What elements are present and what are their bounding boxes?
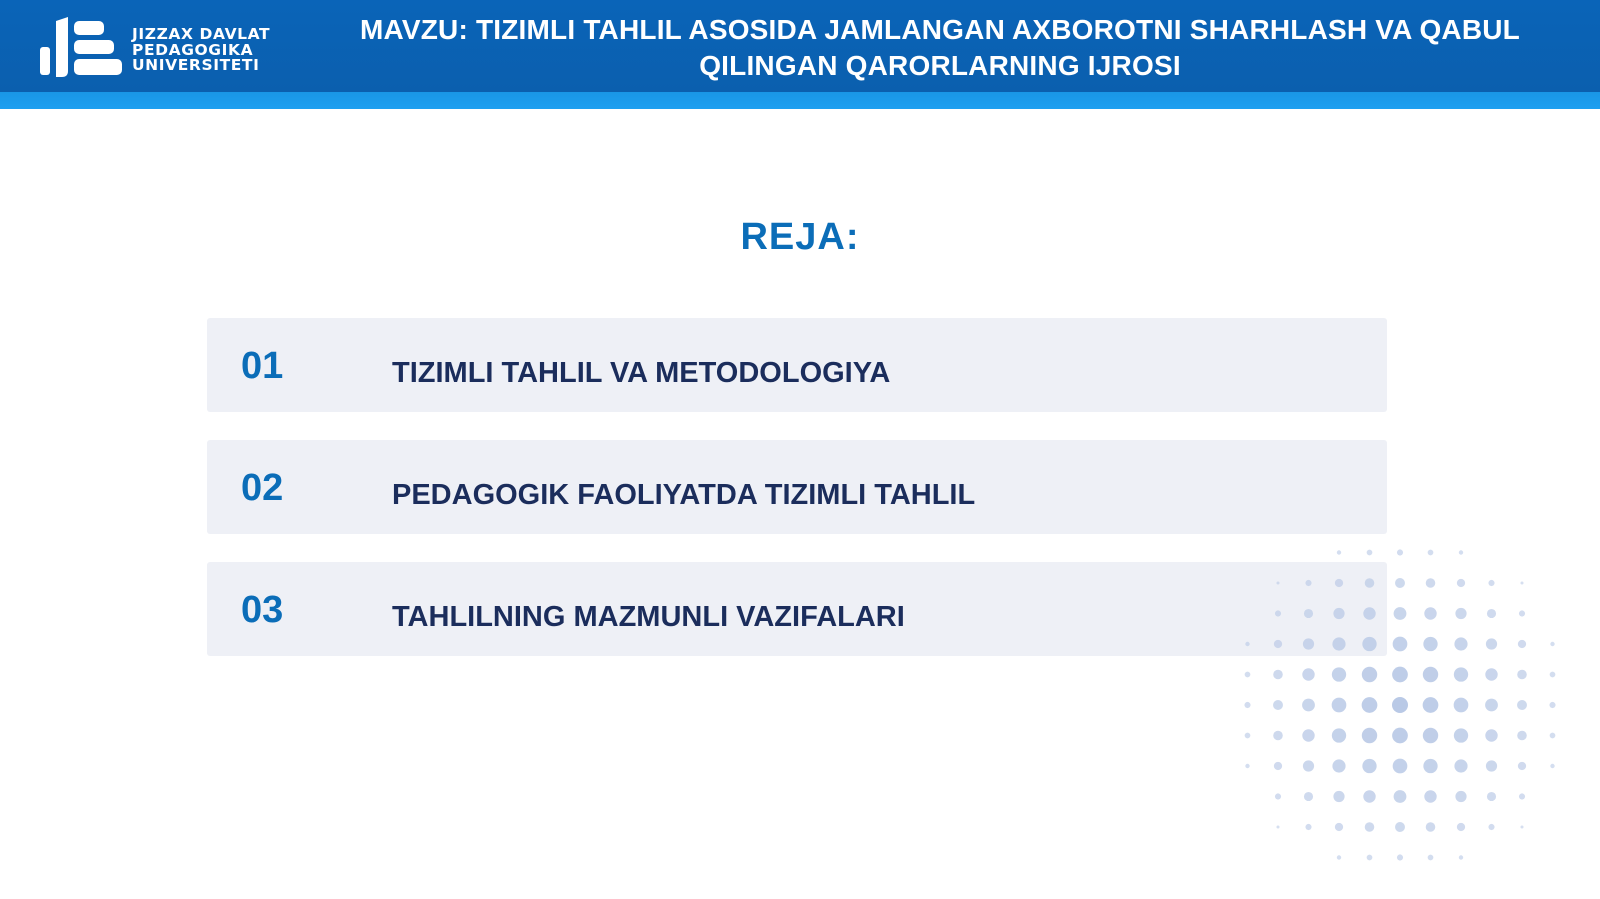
- pattern-dot: [1519, 610, 1525, 616]
- pattern-dot: [1332, 637, 1345, 650]
- pattern-dot: [1392, 728, 1408, 744]
- pattern-dot: [1275, 793, 1281, 799]
- pattern-dot: [1244, 702, 1250, 708]
- pattern-dot: [1517, 731, 1527, 741]
- pattern-dot: [1393, 637, 1408, 652]
- pattern-dot: [1332, 698, 1347, 713]
- pattern-dot: [1457, 823, 1465, 831]
- title-line-2: QILINGAN QARORLARNING IJROSI: [699, 50, 1181, 81]
- pattern-dot: [1332, 728, 1346, 742]
- pattern-dot: [1276, 581, 1279, 584]
- pattern-dot: [1365, 822, 1375, 832]
- pattern-dot: [1275, 610, 1281, 616]
- pattern-dot: [1303, 760, 1314, 771]
- pattern-dot: [1423, 759, 1437, 773]
- pattern-dot: [1273, 731, 1283, 741]
- pattern-dot: [1393, 759, 1408, 774]
- pattern-dot: [1426, 578, 1436, 588]
- pattern-dot: [1273, 670, 1283, 680]
- pattern-dot: [1337, 550, 1341, 554]
- plan-item-label: PEDAGOGIK FAOLIYATDA TIZIMLI TAHLIL: [392, 479, 976, 511]
- pattern-dot: [1397, 549, 1403, 555]
- pattern-dot: [1455, 791, 1466, 802]
- pattern-dot: [1305, 580, 1311, 586]
- plan-item-label: TAHLILNING MAZMUNLI VAZIFALARI: [392, 601, 905, 633]
- pattern-dot: [1485, 729, 1497, 741]
- pattern-dot: [1517, 700, 1527, 710]
- pattern-dot: [1394, 790, 1407, 803]
- pattern-dot: [1362, 728, 1377, 743]
- pattern-dot: [1455, 608, 1466, 619]
- pattern-dot: [1273, 700, 1283, 710]
- pattern-dot: [1335, 823, 1343, 831]
- header-bar: [0, 0, 1600, 92]
- pattern-dot: [1454, 759, 1467, 772]
- pattern-dot: [1426, 822, 1436, 832]
- pattern-dot: [1363, 790, 1375, 802]
- pattern-dot: [1454, 637, 1467, 650]
- pattern-dot: [1395, 822, 1405, 832]
- pattern-dot: [1519, 793, 1525, 799]
- pattern-dot: [1397, 854, 1403, 860]
- pattern-dot: [1303, 638, 1314, 649]
- pattern-dot: [1332, 667, 1346, 681]
- dot-pattern-decoration: [1215, 510, 1595, 890]
- pattern-dot: [1518, 762, 1526, 770]
- plan-item-1: [207, 318, 1387, 412]
- pattern-dot: [1424, 790, 1436, 802]
- pattern-dot: [1276, 825, 1279, 828]
- pattern-dot: [1459, 855, 1463, 859]
- pattern-dot: [1423, 728, 1438, 743]
- pattern-dot: [1245, 642, 1249, 646]
- pattern-dot: [1454, 667, 1468, 681]
- pattern-dot: [1395, 578, 1405, 588]
- plan-item-number: 03: [241, 589, 284, 631]
- plan-item-number: 02: [241, 467, 284, 509]
- pattern-dot: [1485, 668, 1497, 680]
- pattern-dot: [1428, 855, 1434, 861]
- pattern-dot: [1362, 697, 1378, 713]
- page-title: [310, 12, 1570, 84]
- pattern-dot: [1394, 607, 1407, 620]
- plan-heading: REJA:: [740, 216, 860, 258]
- pattern-dot: [1459, 550, 1463, 554]
- pattern-dot: [1302, 699, 1315, 712]
- plan-item-2: [207, 440, 1387, 534]
- title-line-1: MAVZU: TIZIMLI TAHLIL ASOSIDA JAMLANGAN AXBOROTNI SHARHLASH VA QABUL: [360, 14, 1520, 45]
- pattern-dot: [1550, 764, 1554, 768]
- pattern-dot: [1333, 608, 1344, 619]
- pattern-dot: [1362, 667, 1377, 682]
- pattern-dot: [1517, 670, 1527, 680]
- pattern-dot: [1485, 699, 1498, 712]
- pattern-dot: [1423, 697, 1439, 713]
- plan-item-label: TIZIMLI TAHLIL VA METODOLOGIYA: [392, 357, 891, 389]
- pattern-dot: [1488, 580, 1494, 586]
- plan-item-3: [207, 562, 1387, 656]
- pattern-dot: [1488, 824, 1494, 830]
- pattern-dot: [1423, 667, 1438, 682]
- pattern-dot: [1454, 698, 1469, 713]
- logo-line-1: JIZZAX DAVLAT: [132, 25, 271, 43]
- pattern-dot: [1305, 824, 1311, 830]
- pattern-dot: [1392, 667, 1408, 683]
- pattern-dot: [1520, 581, 1523, 584]
- pattern-dot: [1550, 733, 1556, 739]
- pattern-dot: [1274, 762, 1282, 770]
- pattern-dot: [1392, 697, 1408, 713]
- pattern-dot: [1363, 607, 1375, 619]
- pattern-dot: [1457, 579, 1465, 587]
- university-logo: [40, 17, 300, 79]
- pattern-dot: [1428, 550, 1434, 556]
- pattern-dot: [1365, 578, 1375, 588]
- pattern-dot: [1245, 733, 1251, 739]
- university-logo-icon: [40, 17, 124, 79]
- pattern-dot: [1550, 642, 1554, 646]
- pattern-dot: [1518, 640, 1526, 648]
- pattern-dot: [1423, 637, 1437, 651]
- pattern-dot: [1304, 609, 1313, 618]
- logo-line-2: PEDAGOGIKA: [132, 40, 254, 59]
- pattern-dot: [1520, 825, 1523, 828]
- pattern-dot: [1302, 668, 1314, 680]
- pattern-dot: [1302, 729, 1314, 741]
- logo-text: [132, 27, 270, 74]
- pattern-dot: [1245, 764, 1249, 768]
- pattern-dot: [1362, 637, 1376, 651]
- pattern-dot: [1245, 672, 1251, 678]
- pattern-dot: [1487, 609, 1496, 618]
- logo-line-3: UNIVERSITETI: [132, 56, 260, 74]
- pattern-dot: [1424, 607, 1436, 619]
- pattern-dot: [1332, 759, 1345, 772]
- pattern-dot: [1487, 792, 1496, 801]
- pattern-dot: [1550, 672, 1556, 678]
- pattern-dot: [1367, 550, 1373, 556]
- pattern-dot: [1367, 855, 1373, 861]
- pattern-dot: [1549, 702, 1555, 708]
- pattern-dot: [1454, 728, 1468, 742]
- pattern-dot: [1337, 855, 1341, 859]
- pattern-dot: [1486, 638, 1497, 649]
- plan-item-number: 01: [241, 345, 284, 387]
- pattern-dot: [1304, 792, 1313, 801]
- pattern-dot: [1335, 579, 1343, 587]
- pattern-dot: [1486, 760, 1497, 771]
- pattern-dot: [1274, 640, 1282, 648]
- pattern-dot: [1333, 791, 1344, 802]
- header-accent-strip: [0, 92, 1600, 109]
- pattern-dot: [1362, 759, 1376, 773]
